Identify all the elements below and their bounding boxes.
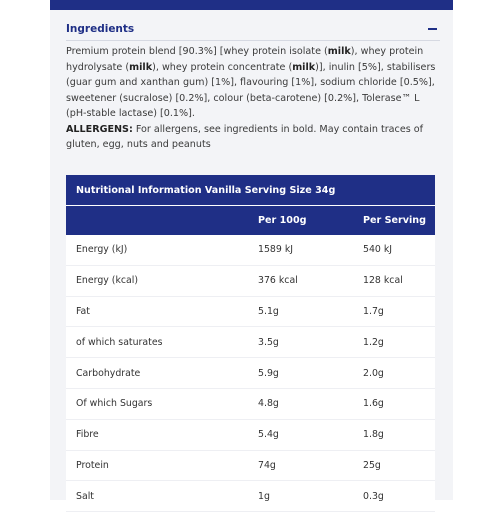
value-per-100g: 5.9g [248, 358, 353, 389]
value-per-serving: 1.6g [353, 388, 435, 419]
allergens-text: For allergens, see ingredients in bold. May contain traces of gluten, egg, nuts and peanuts [66, 123, 424, 150]
allergen-word: milk [129, 61, 153, 73]
table-row [66, 296, 435, 327]
value-per-serving: 1.2g [353, 327, 435, 358]
nutrient-name: Energy (kcal) [66, 265, 248, 296]
value-per-100g: 5.4g [248, 419, 353, 450]
value-per-100g: 4.8g [248, 388, 353, 419]
ingredient-text: )], inulin [5%], stabilisers (guar gum and xanthan gum) [1%], flavouring [1%], sodium chloride [0.5%], sweetener (sucralose) [0.2%], colour (beta-carotene) [0.2%], Tolerase™ L (pH-stable lactase) [0.1%]. [66, 61, 436, 119]
ingredient-text: ), whey protein hydrolysate ( [66, 46, 424, 73]
value-per-100g: 74g [248, 450, 353, 481]
nutrient-name: Salt [66, 481, 248, 512]
table-row [66, 388, 435, 419]
value-per-serving: 128 kcal [353, 265, 435, 296]
column-header-nutrient [66, 206, 248, 236]
nutrient-name: of which saturates [66, 327, 248, 358]
table-row [66, 358, 435, 389]
value-per-serving: 2.0g [353, 358, 435, 389]
nutrient-name: Fibre [66, 419, 248, 450]
ingredient-text: ), whey protein concentrate ( [152, 61, 293, 73]
table-row [66, 265, 435, 296]
table-row [66, 481, 435, 512]
nutrient-name: Energy (kJ) [66, 235, 248, 265]
column-header-per-100g: Per 100g [248, 206, 353, 236]
nutrition-table-title: Nutritional Information Vanilla Serving Size 34g [66, 175, 435, 206]
minus-icon[interactable] [424, 21, 440, 37]
header-divider [66, 40, 440, 41]
previous-section-header-bar [50, 0, 453, 10]
table-row [66, 235, 435, 265]
accordion-title: Ingredients [66, 23, 135, 35]
nutrient-name: Of which Sugars [66, 388, 248, 419]
value-per-serving: 1.8g [353, 419, 435, 450]
value-per-serving: 1.7g [353, 296, 435, 327]
value-per-100g: 3.5g [248, 327, 353, 358]
allergens-label: ALLERGENS: [66, 123, 133, 135]
value-per-100g: 1589 kJ [248, 235, 353, 265]
ingredients-list [66, 44, 438, 122]
value-per-serving: 0.3g [353, 481, 435, 512]
value-per-100g: 1g [248, 481, 353, 512]
allergen-word: milk [292, 61, 316, 73]
table-row [66, 419, 435, 450]
nutrition-column-headers [66, 206, 435, 236]
allergens-note [66, 122, 438, 153]
ingredients-text [66, 44, 438, 153]
nutrient-name: Fat [66, 296, 248, 327]
nutrition-table-body [66, 235, 435, 512]
column-header-per-serving: Per Serving [353, 206, 435, 236]
nutrition-table [66, 175, 435, 512]
table-row [66, 450, 435, 481]
value-per-serving: 25g [353, 450, 435, 481]
table-row [66, 327, 435, 358]
allergen-word: milk [327, 46, 351, 57]
nutrient-name: Protein [66, 450, 248, 481]
nutrient-name: Carbohydrate [66, 358, 248, 389]
value-per-100g: 5.1g [248, 296, 353, 327]
ingredient-text: Premium protein blend [90.3%] [whey protein isolate ( [66, 46, 328, 57]
value-per-serving: 540 kJ [353, 235, 435, 265]
nutrition-title-row [66, 175, 435, 206]
value-per-100g: 376 kcal [248, 265, 353, 296]
